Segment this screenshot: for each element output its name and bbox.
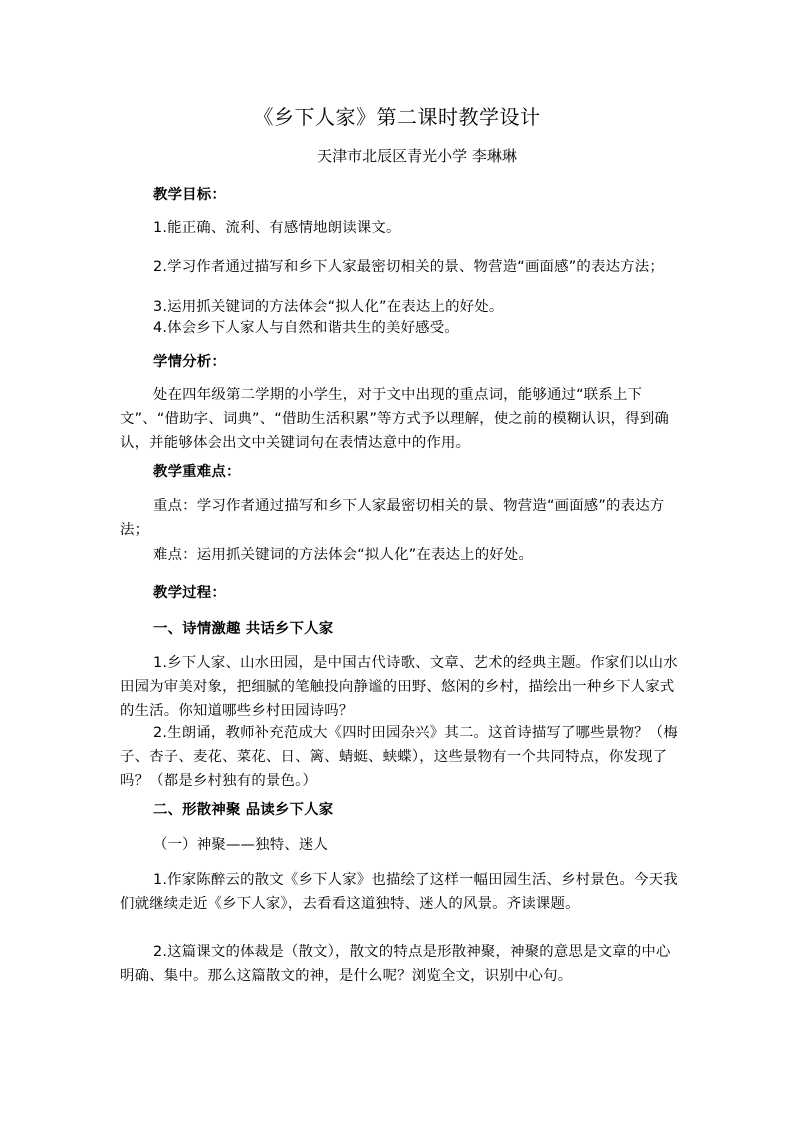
key-point: 重点：学习作者通过描写和乡下人家最密切相关的景、物营造“画面感”的表达方法； <box>120 498 665 538</box>
author-line: 天津市北辰区青光小学 李琳琳 <box>317 147 517 165</box>
analysis-heading: 学情分析： <box>153 354 226 370</box>
difficult-point: 难点：运用抓关键词的方法体会“拟人化”在表达上的好处。 <box>153 547 534 563</box>
difficulty-heading: 教学重难点： <box>153 464 241 480</box>
goal-2: 2.学习作者通过描写和乡下人家最密切相关的景、物营造“画面感”的表达方法； <box>153 259 664 275</box>
goal-3: 3.运用抓关键词的方法体会“拟人化”在表达上的好处。 <box>153 299 504 315</box>
goal-4: 4.体会乡下人家人与自然和谐共生的美好感受。 <box>153 320 459 336</box>
section-2-paragraph-2: 2.这篇课文的体裁是（散文），散文的特点是形散神聚，神聚的意思是文章的中心明确、集中。那么这篇散文的神，是什么呢？浏览全文，识别中心句。 <box>120 944 671 984</box>
goal-1: 1.能正确、流利、有感情地朗读课文。 <box>153 220 401 236</box>
process-heading: 教学过程： <box>153 585 226 601</box>
document-title: 《乡下人家》第二课时教学设计 <box>253 105 541 129</box>
goals-heading: 教学目标： <box>153 187 226 203</box>
section-1-heading: 一、诗情激趣 共话乡下人家 <box>153 621 334 637</box>
section-2-paragraph-1: 1.作家陈醉云的散文《乡下人家》也描绘了这样一幅田园生活、乡村景色。今天我们就继续走近《乡下人家》，去看看这道独特、迷人的风景。齐读课题。 <box>120 872 678 912</box>
analysis-paragraph: 处在四年级第二学期的小学生，对于文中出现的重点词，能够通过“联系上下文”、“借助字、词典”、“借助生活积累”等方式予以理解，使之前的模糊认识，得到确认，并能够体会出文中关键词句在表情达意中的作用。 <box>120 387 669 451</box>
section-2-heading: 二、形散神聚 品读乡下人家 <box>153 802 334 818</box>
subsection-1-heading: （一）神聚——独特、迷人 <box>153 837 329 853</box>
section-1-paragraph-2: 2.生朗诵，教师补充范成大《四时田园杂兴》其二。这首诗描写了哪些景物？（梅子、杏子、麦花、菜花、日、篱、蜻蜓、蛱蝶），这些景物有一个共同特点，你发现了吗？（都是乡村独有的景色。） <box>120 725 678 789</box>
section-1-paragraph-1: 1.乡下人家、山水田园，是中国古代诗歌、文章、艺术的经典主题。作家们以山水田园为审美对象，把细腻的笔触投向静谧的田野、悠闲的乡村，描绘出一种乡下人家式的生活。你知道哪些乡村田园诗吗？ <box>120 655 678 719</box>
